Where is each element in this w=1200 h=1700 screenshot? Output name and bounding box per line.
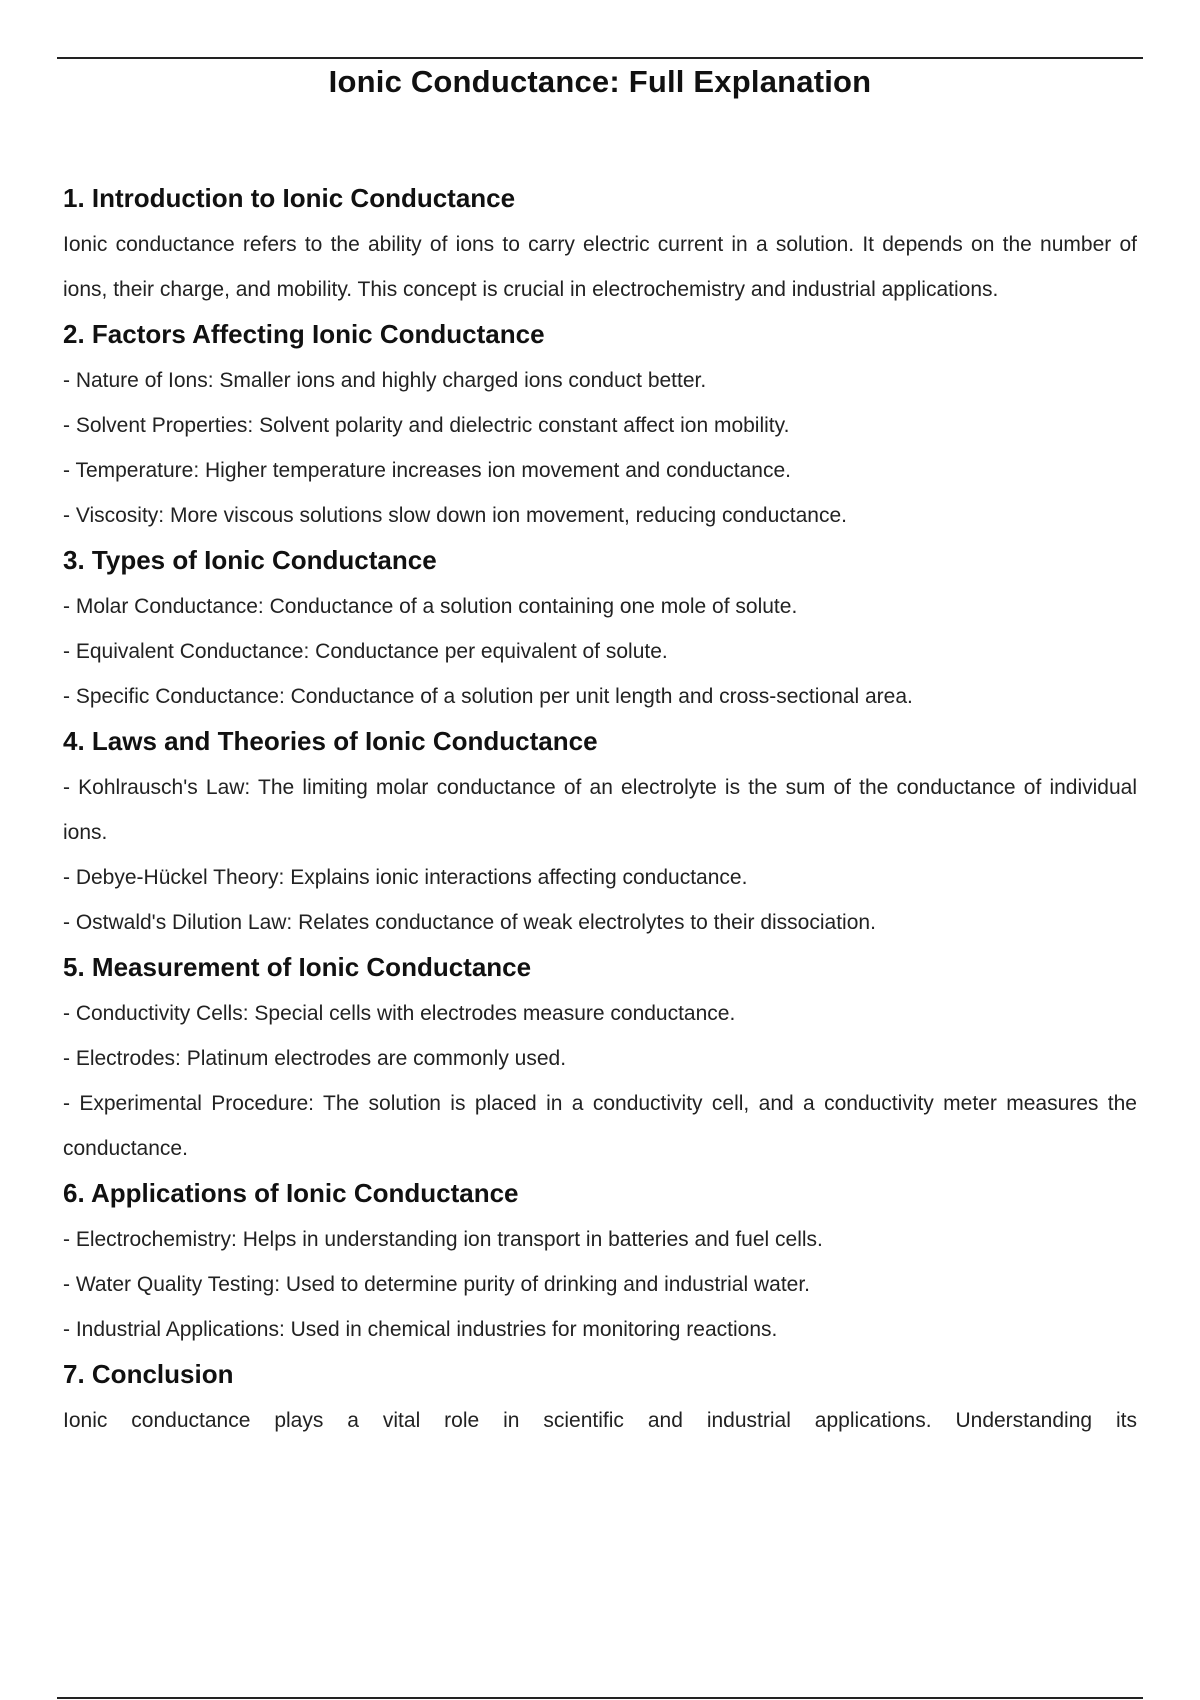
list-item: - Molar Conductance: Conductance of a solution containing one mole of solute. bbox=[63, 595, 798, 618]
bullet-list bbox=[63, 358, 1137, 538]
bottom-rule bbox=[57, 1697, 1143, 1699]
list-item: - Temperature: Higher temperature increases ion movement and conductance. bbox=[63, 459, 791, 482]
section-paragraph: Ionic conductance plays a vital role in scientific and industrial applications. Understanding its bbox=[63, 1409, 1137, 1432]
list-item: - Equivalent Conductance: Conductance per equivalent of solute. bbox=[63, 640, 668, 663]
section-types bbox=[63, 540, 1137, 719]
section-factors bbox=[63, 314, 1137, 538]
section-heading: 5. Measurement of Ionic Conductance bbox=[63, 952, 532, 982]
section-laws-theories bbox=[63, 721, 1137, 945]
document-title: Ionic Conductance: Full Explanation bbox=[328, 64, 872, 99]
bullet-list bbox=[63, 1217, 1137, 1352]
section-measurement bbox=[63, 947, 1137, 1171]
list-item: - Debye-Hückel Theory: Explains ionic interactions affecting conductance. bbox=[63, 866, 748, 889]
section-heading: 6. Applications of Ionic Conductance bbox=[63, 1178, 519, 1208]
list-item: - Ostwald's Dilution Law: Relates conductance of weak electrolytes to their dissociation. bbox=[63, 911, 876, 934]
section-heading: 4. Laws and Theories of Ionic Conductance bbox=[63, 726, 598, 756]
list-item: - Viscosity: More viscous solutions slow down ion movement, reducing conductance. bbox=[63, 504, 847, 527]
list-item: - Water Quality Testing: Used to determine purity of drinking and industrial water. bbox=[63, 1273, 811, 1296]
list-item: - Electrochemistry: Helps in understanding ion transport in batteries and fuel cells. bbox=[63, 1228, 823, 1251]
bullet-list bbox=[63, 584, 1137, 719]
list-item: - Electrodes: Platinum electrodes are commonly used. bbox=[63, 1047, 567, 1070]
list-item: - Kohlrausch's Law: The limiting molar conductance of an electrolyte is the sum of the conductance of individual ions. bbox=[63, 776, 1137, 844]
section-heading: 3. Types of Ionic Conductance bbox=[63, 545, 437, 575]
list-item: - Experimental Procedure: The solution is placed in a conductivity cell, and a conductivity meter measures the conductance. bbox=[63, 1092, 1137, 1160]
section-conclusion bbox=[63, 1354, 1137, 1443]
top-rule bbox=[57, 57, 1143, 59]
section-applications bbox=[63, 1173, 1137, 1352]
bullet-list bbox=[63, 991, 1137, 1171]
bullet-list bbox=[63, 765, 1137, 945]
section-introduction bbox=[63, 178, 1137, 312]
list-item: - Specific Conductance: Conductance of a solution per unit length and cross-sectional area. bbox=[63, 685, 913, 708]
document-body bbox=[63, 178, 1137, 1443]
list-item: - Nature of Ions: Smaller ions and highly charged ions conduct better. bbox=[63, 369, 707, 392]
list-item: - Industrial Applications: Used in chemical industries for monitoring reactions. bbox=[63, 1318, 778, 1341]
section-heading: 1. Introduction to Ionic Conductance bbox=[63, 183, 516, 213]
list-item: - Solvent Properties: Solvent polarity and dielectric constant affect ion mobility. bbox=[63, 414, 790, 437]
section-heading: 2. Factors Affecting Ionic Conductance bbox=[63, 319, 545, 349]
section-heading: 7. Conclusion bbox=[63, 1359, 234, 1389]
list-item: - Conductivity Cells: Special cells with electrodes measure conductance. bbox=[63, 1002, 736, 1025]
section-paragraph: Ionic conductance refers to the ability of ions to carry electric current in a solution. It depends on the number of ions, their charge, and mobility. This concept is crucial in electrochemistry and industrial applications. bbox=[63, 233, 1137, 301]
